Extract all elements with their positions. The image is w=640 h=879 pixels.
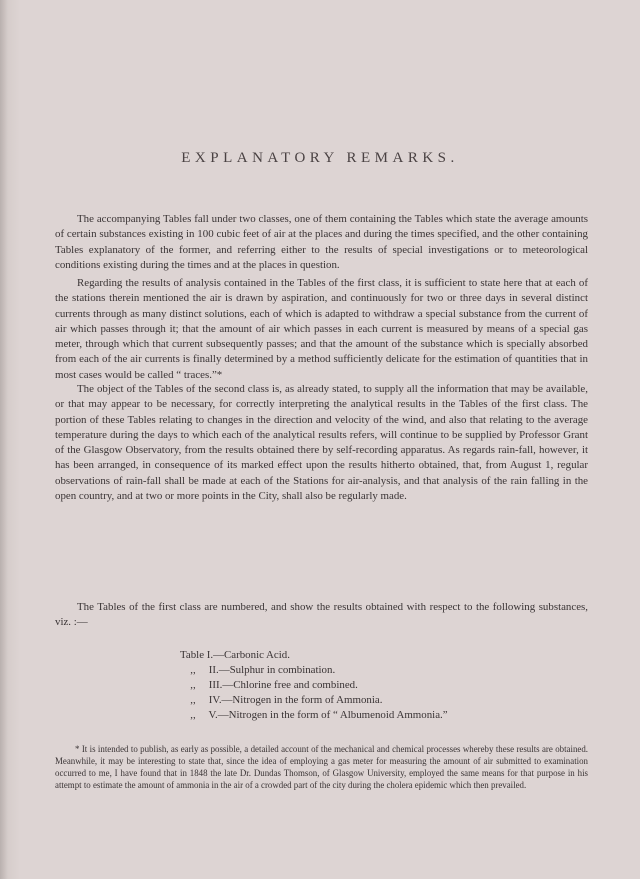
- table-list-item: [180, 663, 448, 678]
- table-label: II.—Sulphur in combination.: [208, 664, 336, 676]
- table-label: V.—Nitrogen in the form of “ Albumenoid Ammonia.”: [208, 709, 448, 721]
- table-list-item: [180, 678, 448, 693]
- table-prefix: ,,: [190, 679, 196, 691]
- paragraph-3: The object of the Tables of the second class is, as already stated, to supply all the information that may be available, or that may appear to be necessary, for correctly interpreting the analytical results in the Tables of the first class. The portion of these Tables relating to changes in the direction and velocity of the wind, and also that relating to the average temperature during the days to which each of the analytical results refers, will continue to be supplied by Professor Grant of the Glasgow Observatory, from the results obtained there by self-recording apparatus. As regards rain-fall, however, it has been arranged, in consequence of its marked effect upon the results hitherto obtained, that, from August 1, regular observations of rain-fall shall be made at each of the Stations for air-analysis, and that analysis of the rain falling in the open country, and at two or more points in the City, shall also be regularly made.: [55, 383, 588, 503]
- table-list-item: [180, 693, 448, 708]
- table-prefix: ,,: [190, 664, 196, 676]
- footnote: * It is intended to publish, as early as possible, a detailed account of the mechanical and chemical processes whereby these results are obtained. Meanwhile, it may be interesting to state that, since the idea of employing a gas meter for measuring the amount of air submitted to examination occurred to me, I have found that in 1848 the late Dr. Dundas Thomson, of Glasgow University, employed the same means for that purpose in his attempt to estimate the amount of ammonia in the air of a crowded part of the city during the cholera epidemic which then prevailed.: [55, 744, 588, 790]
- table-label: IV.—Nitrogen in the form of Ammonia.: [208, 694, 383, 706]
- table-prefix: Table: [180, 649, 205, 661]
- table-label: III.—Chlorine free and combined.: [208, 679, 358, 691]
- paragraph-4: The Tables of the first class are numbered, and show the results obtained with respect to the following substances, viz. :—: [55, 601, 588, 629]
- page-title: EXPLANATORY REMARKS.: [181, 150, 459, 166]
- paragraph-2: Regarding the results of analysis contained in the Tables of the first class, it is sufficient to state here that at each of the stations therein mentioned the air is drawn by aspiration, and continuously for two or three days in several distinct currents through as many distinct solutions, each of which is adapted to withdraw a special substance from the current of air which passes through it; that the amount of air which passes in each current is measured by means of a special gas meter, through which that current subsequently passes; and that the amount of the substance which is specially absorbed from each of the air currents is finally determined by a method sufficiently delicate for the estimation of quantities that in most cases would be called “ traces.”*: [55, 277, 588, 381]
- tables-list: [180, 648, 448, 723]
- paragraph-1: The accompanying Tables fall under two classes, one of them containing the Tables which state the average amounts of certain substances existing in 100 cubic feet of air at the places and during the times specified, and the other containing Tables explanatory of the former, and referring either to the results of special investigations or to meteorological conditions existing during the times and at the places in question.: [55, 213, 588, 271]
- table-prefix: ,,: [190, 694, 196, 706]
- table-list-item: [180, 708, 448, 723]
- table-list-item: [180, 648, 448, 663]
- table-prefix: ,,: [190, 709, 196, 721]
- table-label: I.—Carbonic Acid.: [206, 649, 290, 661]
